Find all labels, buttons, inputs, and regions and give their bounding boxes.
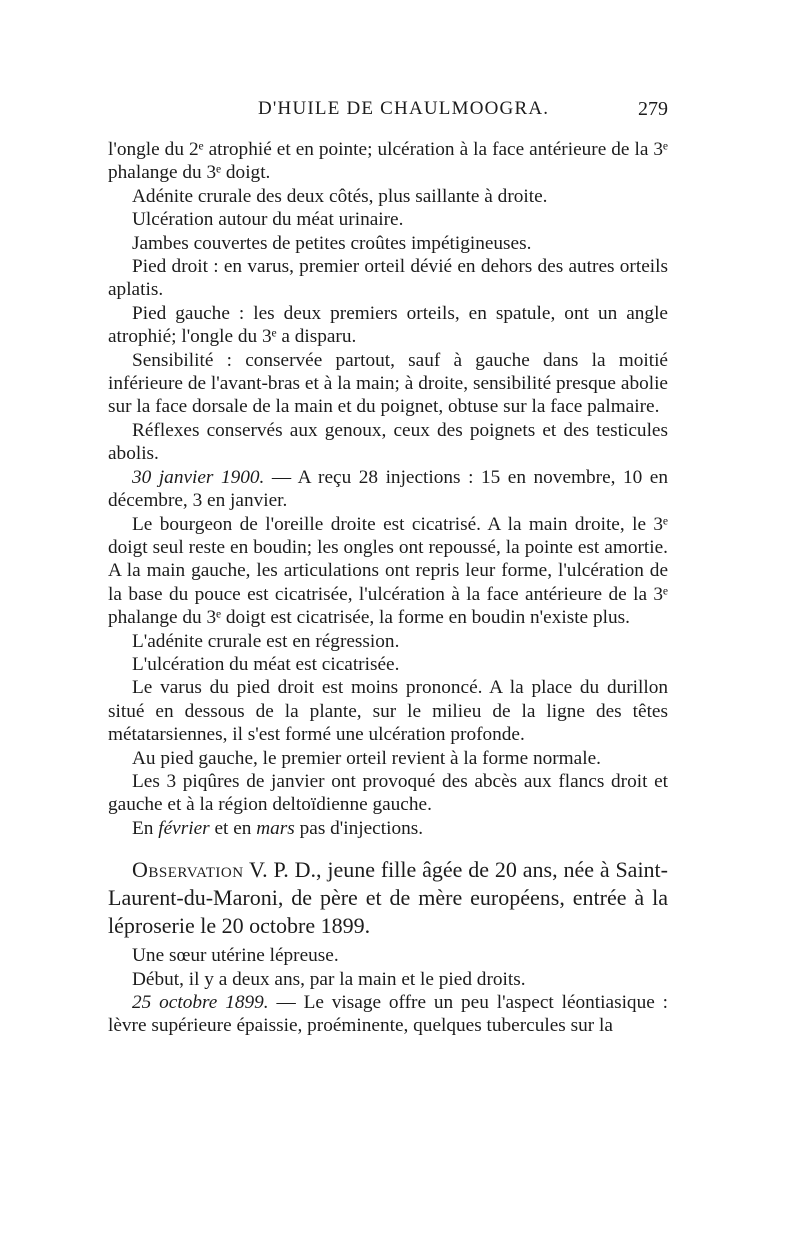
paragraph xyxy=(108,232,668,255)
paragraph xyxy=(108,770,668,817)
running-head: D'HUILE DE CHAULMOOGRA. xyxy=(258,98,550,119)
paragraph-date: 25 octobre 1899. xyxy=(132,992,269,1013)
page-number: 279 xyxy=(638,98,668,120)
paragraph-date: 30 janvier 1900. xyxy=(132,466,265,488)
page-body xyxy=(108,138,668,1038)
page-header xyxy=(108,98,668,126)
paragraph-text: — Le visage offre un peu l'aspect léontiasique : lèvre supérieure épaissie, proéminente, quelques tubercules sur la xyxy=(108,992,668,1037)
paragraph-m2: mars xyxy=(256,817,295,839)
paragraph-text: Le bourgeon de l'oreille droite est cicatrisé. A la main droite, le 3ᵉ doigt seul reste en boudin; les ongles ont repoussé, la pointe est amortie. A la main gauche, les articulations ont repris leur forme, l'ulcération de la base du pouce est cicatrisée, l'ulcération à la face antérieure de la 3ᵉ phalange du 3ᵉ doigt est cicatrisée, la forme en boudin n'existe plus. xyxy=(108,513,668,629)
paragraph xyxy=(108,968,668,991)
paragraph-text: L'adénite crurale est en régression. xyxy=(132,630,400,652)
paragraph-text: Début, il y a deux ans, par la main et le pied droits. xyxy=(132,968,526,990)
paragraph xyxy=(108,185,668,208)
paragraph xyxy=(108,944,668,967)
paragraph xyxy=(108,255,668,302)
paragraph-text: Pied gauche : les deux premiers orteils, en spatule, ont un angle atrophié; l'ongle du 3ᵉ a disparu. xyxy=(108,302,668,348)
paragraph xyxy=(108,747,668,770)
paragraph xyxy=(108,630,668,653)
paragraph-text: Les 3 piqûres de janvier ont provoqué des abcès aux flancs droit et gauche et à la région deltoïdienne gauche. xyxy=(108,770,668,816)
paragraph-text: Pied droit : en varus, premier orteil dévié en dehors des autres orteils aplatis. xyxy=(108,256,668,301)
paragraph xyxy=(108,419,668,466)
paragraph-text: Sensibilité : conservée partout, sauf à gauche dans la moitié inférieure de l'avant-bras et à la main; à droite, sensibilité presque abolie sur la face dorsale de la main et du poignet, obtuse sur la face palmaire. xyxy=(108,349,668,418)
paragraph-text: Au pied gauche, le premier orteil revient à la forme normale. xyxy=(132,747,601,769)
paragraph-pre: En xyxy=(132,817,159,839)
paragraph xyxy=(108,208,668,231)
paragraph xyxy=(108,513,668,630)
paragraph-text: Ulcération autour du méat urinaire. xyxy=(132,209,404,231)
paragraph-text: V. P. D., jeune fille âgée de 20 ans, née à Saint-Laurent-du-Maroni, de père et de mère européens, entrée à la léproserie le 20 octobre 1899. xyxy=(108,857,668,939)
paragraph xyxy=(108,991,668,1038)
paragraph xyxy=(108,653,668,676)
paragraph xyxy=(108,349,668,419)
paragraph-text: — A reçu 28 injections : 15 en novembre, 10 en décembre, 3 en janvier. xyxy=(108,466,669,512)
paragraph-mid: et en xyxy=(209,817,257,839)
paragraph-post: pas d'injections. xyxy=(294,817,424,839)
paragraph xyxy=(108,817,668,840)
paragraph-text: l'ongle du 2ᵉ atrophié et en pointe; ulcération à la face antérieure de la 3ᵉ phalange du 3ᵉ doigt. xyxy=(108,139,668,184)
paragraph xyxy=(108,856,668,940)
paragraph-text: Jambes couvertes de petites croûtes impétigineuses. xyxy=(132,232,532,254)
paragraph-text: L'ulcération du méat est cicatrisée. xyxy=(132,653,400,675)
paragraph-text: Une sœur utérine lépreuse. xyxy=(132,945,339,967)
paragraph xyxy=(108,302,668,349)
paragraph xyxy=(108,676,668,746)
paragraph-text: Le varus du pied droit est moins prononcé. A la place du durillon situé en dessous de la plante, sur le milieu de la ligne des têtes métatarsiennes, il s'est formé une ulcération profonde. xyxy=(108,677,668,746)
paragraph xyxy=(108,466,668,513)
paragraph-text: Réflexes conservés aux genoux, ceux des poignets et des testicules abolis. xyxy=(108,419,668,465)
paragraph xyxy=(108,138,668,185)
paragraph-text: Adénite crurale des deux côtés, plus saillante à droite. xyxy=(132,185,548,207)
paragraph-m1: février xyxy=(158,817,210,839)
paragraph-label: Observation xyxy=(132,857,244,883)
